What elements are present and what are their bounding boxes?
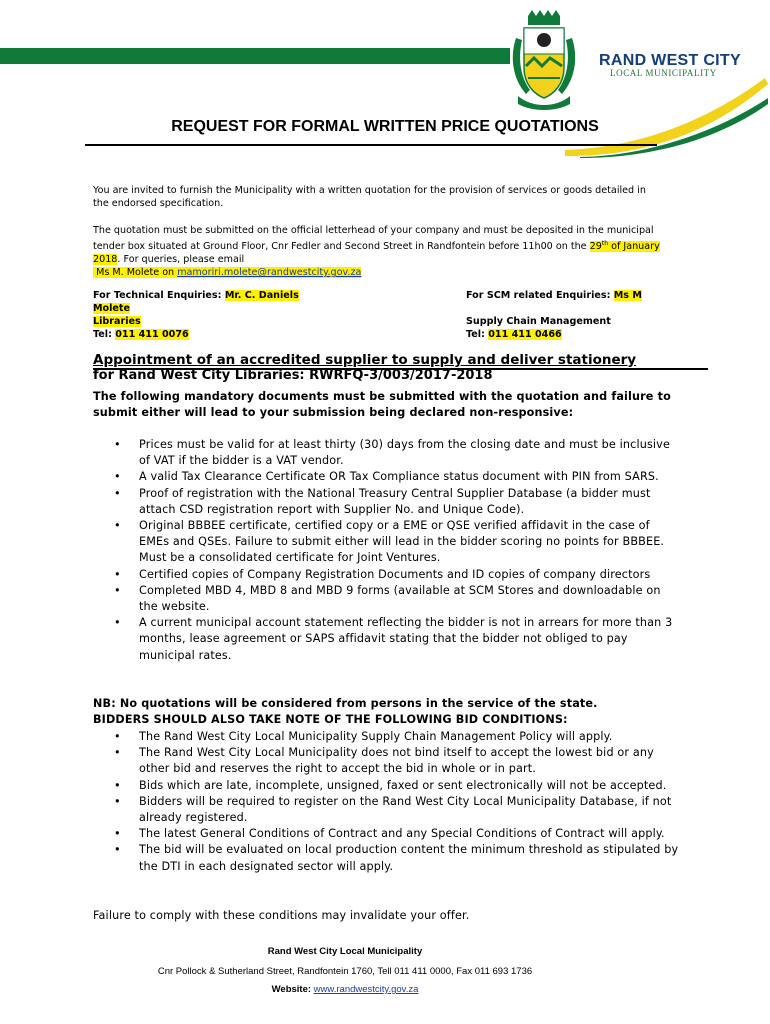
footer-website: Website: www.randwestcity.gov.za	[271, 984, 419, 995]
list-item: • The bid will be evaluated on local production content the minimum threshold as stipulated by the DTI in each designated sector will apply.	[93, 842, 683, 874]
list-item: • A current municipal account statement reflecting the bidder is not in arrears for more than 3 months, lease agreement or SAPS affidavit stating that the bidder not obliged to pay municipal rates.	[93, 615, 678, 664]
list-item: • The Rand West City Local Municipality Supply Chain Management Policy will apply.	[93, 729, 683, 745]
mandatory-heading: The following mandatory documents must be submitted with the quotation and failure to submit either will lead to your submission being declared non-responsive:	[93, 390, 671, 420]
list-item: • Bidders will be required to register on the Rand West City Local Municipality Database, if not already registered.	[93, 794, 683, 826]
contact-line: Ms M. Molete on mamoriri.molete@randwestcity.gov.za	[93, 267, 361, 278]
appointment-rule	[93, 368, 708, 370]
contact-email-link[interactable]: mamoriri.molete@randwestcity.gov.za	[177, 267, 362, 279]
nb-notice	[93, 696, 693, 728]
logo-title: RAND WEST CITY	[599, 52, 741, 69]
nb-line-1: NB: No quotations will be considered from persons in the service of the state.	[93, 697, 598, 710]
technical-enquiries: For Technical Enquiries: Mr. C. Daniels Molete Libraries Tel: 011 411 0076	[93, 290, 299, 340]
closing-date: 29th of January 2018	[93, 240, 660, 266]
mandatory-documents-list	[93, 437, 678, 664]
list-item: • Proof of registration with the National Treasury Central Supplier Database (a bidder must attach CSD registration report with Supplier No. and Unique Code).	[93, 486, 678, 518]
municipal-crest-icon	[508, 8, 580, 112]
title-underline	[85, 144, 657, 146]
list-item: • Prices must be valid for at least thirty (30) days from the closing date and must be inclusive of VAT if the bidder is a VAT vendor.	[93, 437, 678, 469]
footer-municipality-name: Rand West City Local Municipality	[267, 946, 423, 957]
footer-address: Cnr Pollock & Sutherland Street, Randfontein 1760, Tell 011 411 0000, Fax 011 693 1736	[157, 966, 533, 977]
list-item: • Completed MBD 4, MBD 8 and MBD 9 forms (available at SCM Stores and downloadable on the website.	[93, 583, 678, 615]
website-link[interactable]: www.randwestcity.gov.za	[313, 984, 419, 995]
technical-department: Libraries	[93, 316, 141, 327]
logo-subtitle: LOCAL MUNICIPALITY	[610, 68, 717, 78]
appointment-line-2: for Rand West City Libraries: RWRFQ-3/003/2017-2018	[93, 368, 493, 383]
scm-tel: 011 411 0466	[488, 329, 562, 340]
deposit-paragraph: The quotation must be submitted on the official letterhead of your company and must be deposited in the municipal tender box situated at Ground Floor, Cnr Fedler and Second Street in Randfontein before 11h00 on the 29th of January 2018. For queries, please email Ms M. Molete on mamoriri.molete@randwestcity.gov.za	[93, 225, 660, 279]
appointment-line-1: Appointment of an accredited supplier to supply and deliver stationery	[93, 352, 637, 368]
scm-department: Supply Chain Management	[466, 316, 611, 327]
document-title: REQUEST FOR FORMAL WRITTEN PRICE QUOTATIONS	[171, 118, 599, 135]
list-item: • Bids which are late, incomplete, unsigned, faxed or sent electronically will not be accepted.	[93, 778, 683, 794]
failure-note: Failure to comply with these conditions may invalidate your offer.	[93, 909, 470, 922]
bid-conditions-list	[93, 729, 683, 875]
list-item: • Original BBBEE certificate, certified copy or a EME or QSE verified affidavit in the case of EMEs and QSEs. Failure to submit either will lead in the bidder scoring no points for BBBEE. Must be a consolidated certificate for Joint Ventures.	[93, 518, 678, 567]
technical-tel: 011 411 0076	[115, 329, 189, 340]
list-item: • The Rand West City Local Municipality does not bind itself to accept the lowest bid or any other bid and reserves the right to accept the bid in whole or in part.	[93, 745, 683, 777]
nb-line-2: BIDDERS SHOULD ALSO TAKE NOTE OF THE FOLLOWING BID CONDITIONS:	[93, 713, 568, 727]
technical-contact-name: Mr. C. Daniels	[224, 290, 299, 301]
logo-text	[599, 52, 759, 78]
deposit-text: The quotation must be submitted on the official letterhead of your company and must be deposited in the municipal tender box situated at Ground Floor, Cnr Fedler and Second Street in Randfontein before 11h00 on the	[93, 225, 654, 253]
list-item: • Certified copies of Company Registration Documents and ID copies of company directors	[93, 567, 678, 583]
intro-paragraph: You are invited to furnish the Municipality with a written quotation for the provision of services or goods detailed in the endorsed specification.	[93, 185, 646, 209]
list-item: • A valid Tax Clearance Certificate OR Tax Compliance status document with PIN from SARS.	[93, 469, 678, 485]
list-item: • The latest General Conditions of Contract and any Special Conditions of Contract will apply.	[93, 826, 683, 842]
scm-contact-name: Ms M	[613, 290, 642, 301]
header-green-bar	[0, 48, 510, 64]
scm-enquiries: For SCM related Enquiries: Ms M Supply Chain Management Tel: 011 411 0466	[466, 290, 642, 340]
